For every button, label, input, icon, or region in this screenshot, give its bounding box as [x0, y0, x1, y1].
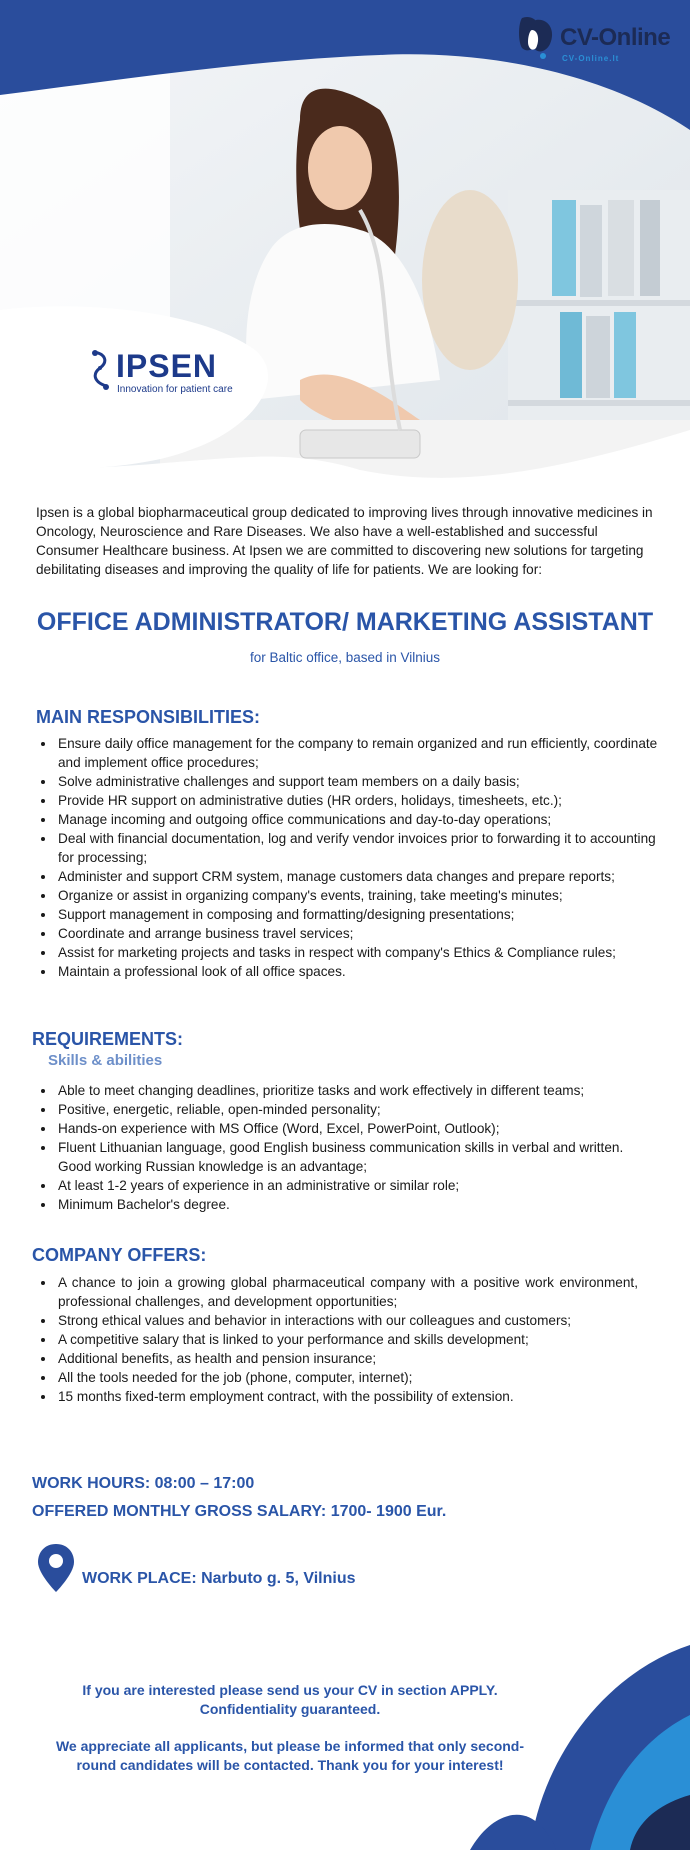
- list-item: • Positive, energetic, reliable, open-minded personality;: [56, 1100, 646, 1119]
- list-item: • Manage incoming and outgoing office communications and day-to-day operations;: [56, 810, 666, 829]
- work-hours: WORK HOURS: 08:00 – 17:00: [32, 1475, 255, 1492]
- requirements-heading: REQUIREMENTS:: [32, 1029, 184, 1049]
- job-title: OFFICE ADMINISTRATOR/ MARKETING ASSISTANT: [36, 608, 654, 636]
- ipsen-logo-tagline: Innovation for patient care: [117, 384, 233, 395]
- company-intro: Ipsen is a global biopharmaceutical group dedicated to improving lives through innovative medicines in Oncology, Neuroscience and Rare Diseases. We also have a well-established and successful Consumer Healthcare business. At Ipsen we are committed to discovering new solutions for targeting debilitating diseases and improving the quality of life for patients. We are looking for:: [36, 505, 653, 577]
- list-item: • Solve administrative challenges and support team members on a daily basis;: [56, 772, 666, 791]
- list-item: • Additional benefits, as health and pension insurance;: [56, 1349, 638, 1368]
- list-item: • All the tools needed for the job (phone, computer, internet);: [56, 1368, 638, 1387]
- requirements-list: [36, 1081, 646, 1214]
- cv-online-logo: [518, 14, 678, 62]
- list-item: • Support management in composing and formatting/designing presentations;: [56, 905, 666, 924]
- job-subtitle: for Baltic office, based in Vilnius: [249, 650, 441, 665]
- list-item: • Fluent Lithuanian language, good English business communication skills in verbal and written. Good working Russian knowledge is an advantage;: [56, 1138, 646, 1176]
- list-item: • Administer and support CRM system, manage customers data changes and prepare reports;: [56, 867, 666, 886]
- list-item: • Hands-on experience with MS Office (Word, Excel, PowerPoint, Outlook);: [56, 1119, 646, 1138]
- hero-banner: [0, 0, 690, 480]
- cv-online-logo-sub: CV-Online.lt: [562, 54, 620, 63]
- list-item: • Deal with financial documentation, log and verify vendor invoices prior to forwarding it to accounting for processing;: [56, 829, 666, 867]
- salary: OFFERED MONTHLY GROSS SALARY: 1700- 1900 Eur.: [32, 1503, 447, 1520]
- apply-note: If you are interested please send us your CV in section APPLY. Confidentiality guaranteed.: [82, 1682, 498, 1717]
- list-item: • A competitive salary that is linked to your performance and skills development;: [56, 1330, 638, 1349]
- cv-online-logo-name: CV-Online: [560, 24, 671, 51]
- ipsen-logo-word: IPSEN: [116, 348, 218, 384]
- hero-photo: [0, 0, 690, 480]
- list-item: • Strong ethical values and behavior in interactions with our colleagues and customers;: [56, 1311, 638, 1330]
- work-place: WORK PLACE: Narbuto g. 5, Vilnius: [82, 1570, 356, 1587]
- list-item: • Assist for marketing projects and tasks in respect with company's Ethics & Compliance rules;: [56, 943, 666, 962]
- list-item: • Able to meet changing deadlines, prioritize tasks and work effectively in different teams;: [56, 1081, 646, 1100]
- cv-online-logo-icon: [518, 14, 558, 62]
- responsibilities-list: [36, 734, 666, 981]
- list-item: • 15 months fixed-term employment contract, with the possibility of extension.: [56, 1387, 638, 1406]
- requirements-subheading: Skills & abilities: [48, 1052, 163, 1069]
- offers-list: [36, 1273, 638, 1406]
- ipsen-logo-icon: [86, 348, 116, 392]
- list-item: • Coordinate and arrange business travel services;: [56, 924, 666, 943]
- offers-heading: COMPANY OFFERS:: [32, 1245, 207, 1265]
- responsibilities-heading: MAIN RESPONSIBILITIES:: [36, 707, 261, 727]
- list-item: • Maintain a professional look of all office spaces.: [56, 962, 666, 981]
- ipsen-logo: [86, 348, 261, 398]
- list-item: • Provide HR support on administrative duties (HR orders, holidays, timesheets, etc.);: [56, 791, 666, 810]
- list-item: • A chance to join a growing global pharmaceutical company with a positive work environment, professional challenges, and development opportunities;: [56, 1273, 638, 1311]
- thanks-note: We appreciate all applicants, but please be informed that only second-round candidates will be contacted. Thank you for your interest!: [55, 1738, 525, 1773]
- list-item: • Organize or assist in organizing company's events, training, take meeting's minutes;: [56, 886, 666, 905]
- list-item: • Ensure daily office management for the company to remain organized and run efficiently, coordinate and implement office procedures;: [56, 734, 666, 772]
- list-item: • At least 1-2 years of experience in an administrative or similar role;: [56, 1176, 646, 1195]
- list-item: • Minimum Bachelor's degree.: [56, 1195, 646, 1214]
- location-pin-icon: [36, 1542, 76, 1594]
